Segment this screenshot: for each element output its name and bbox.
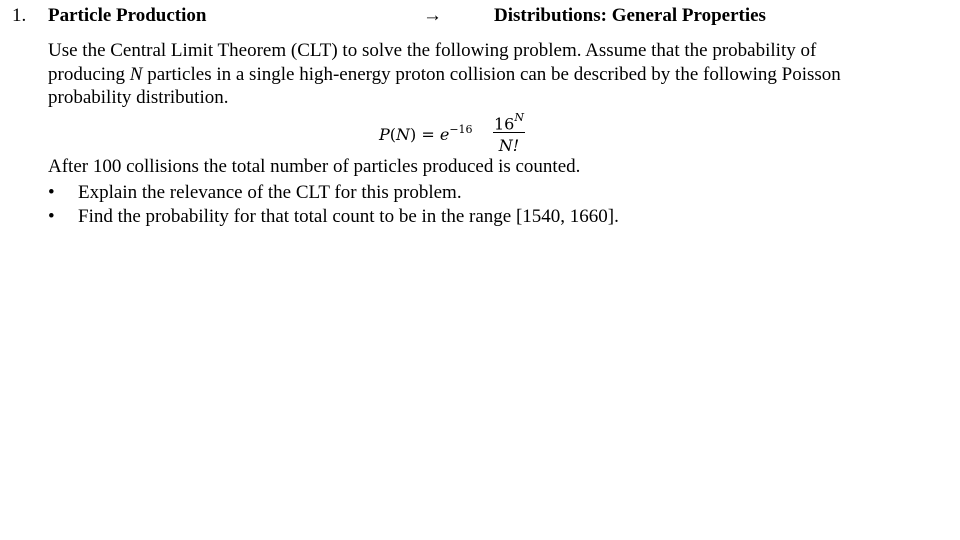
variable-n: N xyxy=(129,63,143,85)
intro-text-2: particles in a single high-energy proton collision can be described by the following Poisson probability distribution. xyxy=(48,63,841,108)
formula-equals: ) = xyxy=(410,125,440,144)
list-item-text: Explain the relevance of the CLT for this problem. xyxy=(78,182,462,203)
right-arrow-icon: → xyxy=(423,5,442,26)
numerator-base: 16 xyxy=(494,114,515,134)
poisson-formula xyxy=(379,108,559,160)
formula-numerator xyxy=(493,108,525,133)
list-item xyxy=(48,205,619,229)
problem-title: Particle Production xyxy=(48,5,207,26)
bullet-icon: • xyxy=(48,182,55,203)
intro-text-1: Use the Central Limit Theorem (CLT) to solve the following problem. Assume that the probability of producing xyxy=(48,40,817,85)
formula-exponent: −16 xyxy=(449,123,473,136)
formula-fraction xyxy=(493,108,525,159)
list-item-text: Find the probability for that total count to be in the range [1540, 1660]. xyxy=(78,206,619,227)
formula-denominator: N! xyxy=(498,136,520,155)
numerator-exponent: N xyxy=(514,111,524,124)
formula-open-paren: ( xyxy=(389,125,397,144)
bullet-icon: • xyxy=(48,206,55,227)
list-item xyxy=(48,181,619,205)
collisions-statement: After 100 collisions the total number of particles produced is counted. xyxy=(48,156,581,177)
problem-number: 1. xyxy=(12,5,27,26)
formula-lhs xyxy=(379,125,473,144)
formula-n: N xyxy=(396,125,411,144)
formula-p: P xyxy=(379,125,390,144)
problem-header xyxy=(0,5,960,29)
problem-category: Distributions: General Properties xyxy=(494,5,766,26)
task-list xyxy=(48,181,619,229)
problem-intro xyxy=(48,39,853,110)
formula-base-e: e xyxy=(439,125,450,144)
